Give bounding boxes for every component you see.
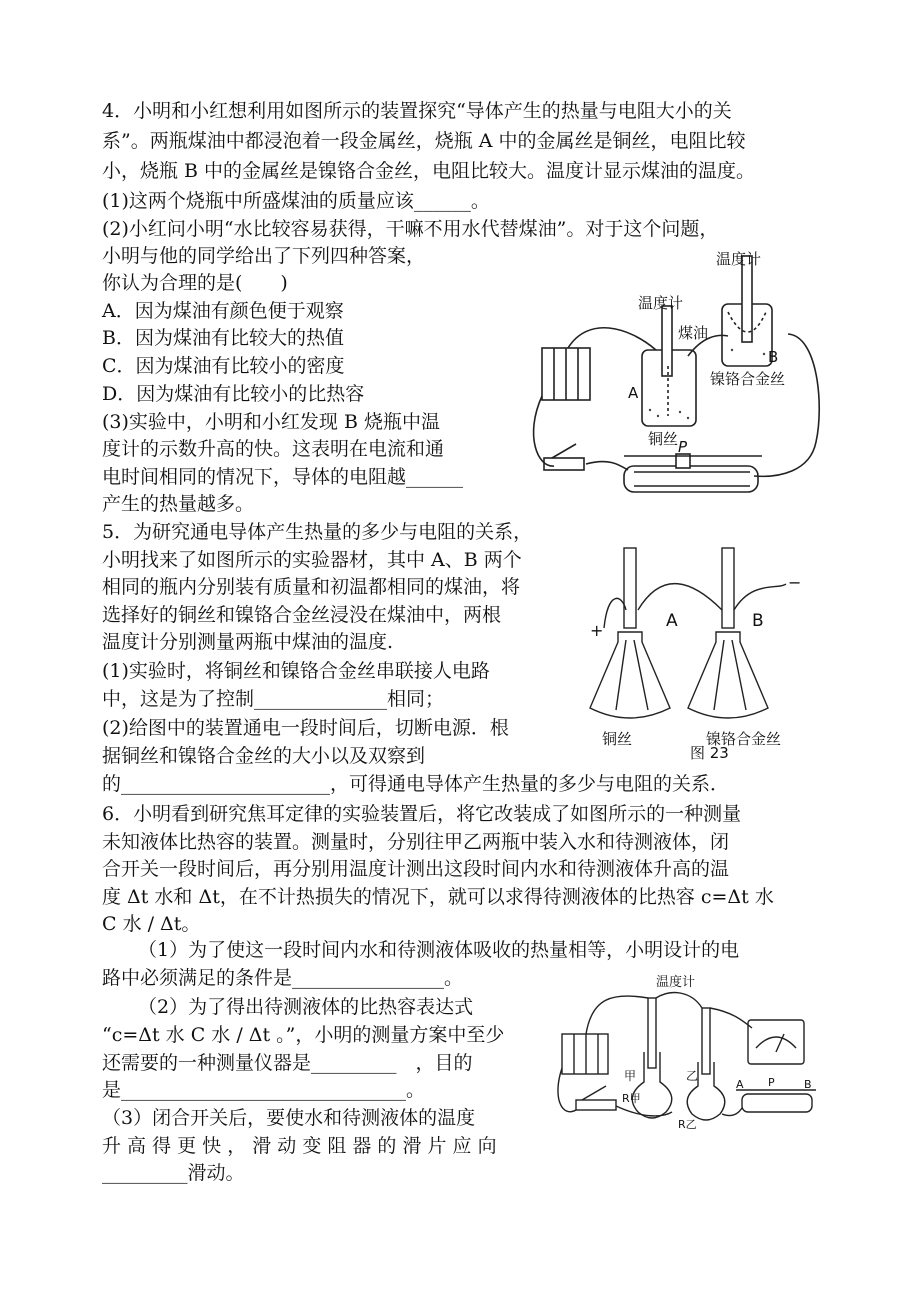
q5-part-2-line-2: 据铜丝和镍铬合金丝的大小以及双察到 [102, 745, 426, 767]
q4-line-1: 4．小明和小红想利用如图所示的装置探究“导体产生的热量与电阻大小的关 [102, 100, 732, 122]
q6-line-2: 未知液体比热容的装置。测量时，分别往甲乙两瓶中装入水和待测液体，闭 [102, 831, 730, 853]
q4-fig-thermometer-b-label: 温度计 [716, 250, 762, 268]
q4-fig-copper-label: 铜丝 [648, 430, 679, 448]
q6-part-1-line-2: 路中必须满足的条件是________________。 [102, 967, 464, 989]
q4-option-c: C．因为煤油有比较小的密度 [102, 355, 345, 377]
meter-icon [748, 1020, 804, 1064]
q5-line-5: 温度计分别测量两瓶中煤油的温度. [102, 631, 394, 653]
q4-part-2-line-1: (2)小红问小明“水比较容易获得，干嘛不用水代替煤油”。对于这个问题， [102, 218, 719, 240]
q4-line-2: 系”。两瓶煤油中都浸泡着一段金属丝，烧瓶 A 中的金属丝是铜丝，电阻比较 [102, 130, 746, 152]
q6-fig-thermometer-label: 温度计 [656, 975, 696, 990]
q5-line-2: 小明找来了如图所示的实验器材，其中 A、B 两个 [102, 549, 522, 571]
q4-figure [528, 246, 828, 510]
q5-fig-copper-label: 铜丝 [602, 730, 633, 748]
q5-figure-caption: 图 23 [690, 744, 729, 762]
q6-part-3-line-3: _________滑动。 [102, 1162, 245, 1184]
q6-fig-r-yi-label: R乙 [678, 1118, 697, 1131]
q4-fig-kerosene-label: 煤油 [678, 324, 709, 342]
q4-apparatus-diagram [528, 246, 828, 510]
q4-part-1: (1)这两个烧瓶中所盛煤油的质量应该______。 [102, 190, 490, 212]
q5-fig-minus-terminal: − [788, 573, 802, 592]
q5-part-2-line-1: (2)给图中的装置通电一段时间后，切断电源．根 [102, 717, 509, 739]
q6-fig-a-label: A [736, 1078, 744, 1091]
switch-icon [576, 1100, 616, 1110]
q6-line-4: 度 Δt 水和 Δt，在不计热损失的情况下，就可以求得待测液体的比热容 c=Δt 水 [102, 886, 774, 908]
q4-part-3-line-2: 度计的示数升高的快。这表明在电流和通 [102, 438, 445, 460]
q4-fig-thermometer-a-label: 温度计 [638, 294, 684, 312]
q5-apparatus-diagram [582, 540, 818, 766]
q5-line-4: 选择好的铜丝和镍铬合金丝浸没在煤油中，两根 [102, 604, 502, 626]
flask-a-icon [590, 632, 670, 718]
q4-part-3-line-3: 电时间相同的情况下，导体的电阻越______ [102, 466, 464, 488]
q6-fig-r-jia-label: R甲 [622, 1092, 641, 1105]
q6-part-2-line-3: 还需要的一种测量仪器是_________ ，目的 [102, 1052, 473, 1074]
q5-line-1: 5．为研究通电导体产生热量的多少与电阻的关系， [102, 521, 533, 543]
q4-part-2-line-2: 小明与他的同学给出了下列四种答案， [102, 245, 426, 267]
battery-icon [562, 1034, 608, 1074]
q6-apparatus-diagram [552, 968, 822, 1138]
q5-part-1-line-2: 中，这是为了控制______________相同； [102, 688, 445, 710]
q5-fig-flask-a-label: A [666, 611, 678, 631]
rheostat-icon [742, 1094, 812, 1112]
q4-fig-flask-a-label: A [628, 384, 639, 402]
q4-part-3-line-4: 产生的热量越多。 [102, 493, 255, 515]
q5-part-1-line-1: (1)实验时，将铜丝和镍铬合金丝串联接人电路 [102, 660, 490, 682]
q6-part-2-line-4: 是______________________________。 [102, 1079, 426, 1101]
q6-figure [552, 968, 822, 1138]
q5-part-2-line-3: 的______________________，可得通电导体产生热量的多少与电阻的关系． [102, 773, 730, 795]
q6-fig-yi-label: 乙 [686, 1069, 699, 1083]
q5-line-3: 相同的瓶内分别装有质量和初温都相同的煤油，将 [102, 576, 521, 598]
q6-part-1-line-1: （1）为了使这一段时间内水和待测液体吸收的热量相等，小明设计的电 [138, 939, 740, 961]
q5-figure [582, 540, 818, 766]
q4-fig-flask-b-label: B [768, 348, 779, 366]
q6-part-3-line-1: （3）闭合开关后，要使水和待测液体的温度 [102, 1107, 476, 1129]
q6-part-2-line-2: “c=Δt 水 C 水 / Δt 。”，小明的测量方案中至少 [102, 1024, 505, 1046]
q5-fig-nichrome-label: 镍铬合金丝 [706, 730, 782, 748]
q5-fig-flask-b-label: B [752, 611, 764, 631]
switch-icon [544, 458, 584, 470]
q4-part-2-line-3: 你认为合理的是( ) [102, 272, 288, 294]
q6-part-2-line-1: （2）为了得出待测液体的比热容表达式 [138, 996, 474, 1018]
q6-fig-jia-label: 甲 [624, 1069, 637, 1083]
q4-fig-slider-label: P [678, 438, 688, 456]
flask-b-icon [688, 632, 768, 718]
q5-fig-plus-terminal: + [590, 621, 604, 640]
q6-fig-p-label: P [768, 1076, 775, 1089]
q6-line-1: 6．小明看到研究焦耳定律的实验装置后，将它改装成了如图所示的一种测量 [102, 803, 742, 825]
q6-fig-b-label: B [804, 1078, 812, 1091]
q6-line-5: C 水 / Δt。 [102, 913, 201, 935]
q6-part-3-line-2: 升 高 得 更 快 ， 滑 动 变 阻 器 的 滑 片 应 向 [102, 1135, 497, 1157]
q4-fig-nichrome-label: 镍铬合金丝 [710, 370, 786, 388]
q4-option-d: D．因为煤油有比较小的比热容 [102, 383, 365, 405]
q4-part-3-line-1: (3)实验中，小明和小红发现 B 烧瓶中温 [102, 411, 440, 433]
q6-line-3: 合开关一段时间后，再分别用温度计测出这段时间内水和待测液体升高的温 [102, 858, 730, 880]
q4-option-b: B．因为煤油有比较大的热值 [102, 327, 344, 349]
q4-line-3: 小，烧瓶 B 中的金属丝是镍铬合金丝，电阻比较大。温度计显示煤油的温度。 [102, 160, 756, 182]
rheostat-icon [624, 466, 758, 492]
q4-option-a: A．因为煤油有颜色便于观察 [102, 300, 344, 322]
